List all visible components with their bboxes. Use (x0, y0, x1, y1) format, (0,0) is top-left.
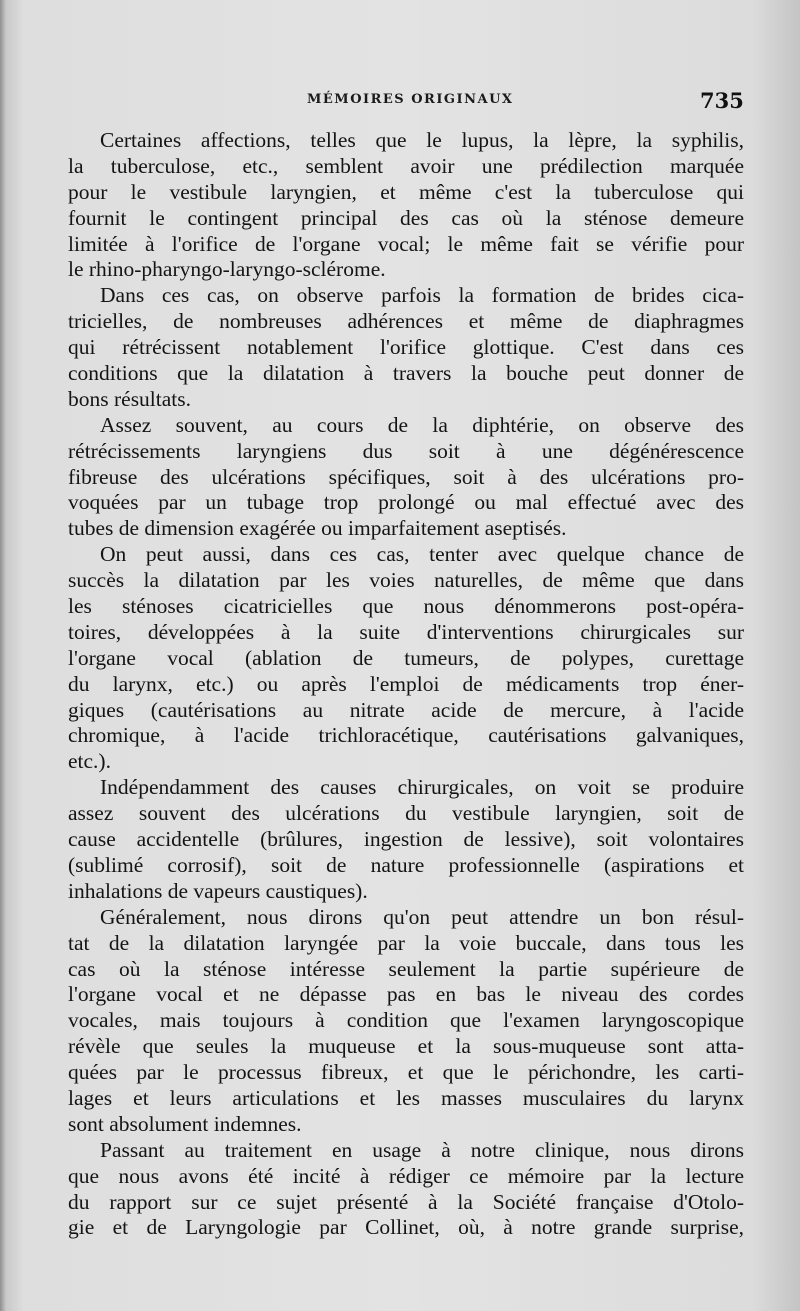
text-line: la tuberculose, etc., semblent avoir une prédilection marquée (68, 153, 744, 178)
text-line: cause accidentelle (brûlures, ingestion de lessive), soit volontaires (68, 827, 744, 852)
text-line: (sublimé corrosif), soit de nature professionnelle (aspirations et (68, 852, 744, 877)
text-line: du larynx, etc.) ou après l'emploi de médicaments trop éner- (68, 671, 744, 696)
text-line: Indépendamment des causes chirurgicales, on voit se produire (100, 775, 744, 800)
text-line: Passant au traitement en usage à notre clinique, nous dirons (100, 1137, 744, 1162)
text-line: lages et leurs articulations et les masses musculaires du larynx (68, 1085, 744, 1110)
text-line: voquées par un tubage trop prolongé ou mal effectué avec des (68, 490, 744, 515)
page-number: 735 (700, 88, 744, 113)
text-line: l'organe vocal (ablation de tumeurs, de polypes, curettage (68, 645, 744, 670)
text-line: rétrécissements laryngiens dus soit à une dégénérescence (68, 438, 744, 463)
text-line: qui rétrécissent notablement l'orifice glottique. C'est dans ces (68, 335, 744, 360)
text-line: chromique, à l'acide trichloracétique, cautérisations galvaniques, (68, 723, 744, 748)
text-line: tricielles, de nombreuses adhérences et même de diaphragmes (68, 309, 744, 334)
text-line: succès la dilatation par les voies naturelles, de même que dans (68, 568, 744, 593)
text-line: bons résultats. (68, 386, 192, 411)
text-line: inhalations de vapeurs caustiques). (68, 878, 368, 903)
text-line: tat de la dilatation laryngée par la voie buccale, dans tous les (68, 930, 744, 955)
text-line: l'organe vocal et ne dépasse pas en bas le niveau des cordes (68, 982, 744, 1007)
text-line: limitée à l'orifice de l'organe vocal; le même fait se vérifie pour (68, 231, 744, 256)
text-line: etc.). (68, 749, 111, 774)
text-line: vocales, mais toujours à condition que l'examen laryngoscopique (68, 1008, 744, 1033)
text-line: Dans ces cas, on observe parfois la formation de brides cica- (100, 283, 744, 308)
body-text (68, 128, 744, 1241)
text-line: les sténoses cicatricielles que nous dénommerons post-opéra- (68, 594, 744, 619)
text-line: fournit le contingent principal des cas où la sténose demeure (68, 205, 744, 230)
text-line: pour le vestibule laryngien, et même c'est la tuberculose qui (68, 179, 744, 204)
text-line: quées par le processus fibreux, et que le périchondre, les carti- (68, 1060, 744, 1085)
text-line: gie et de Laryngologie par Collinet, où, à notre grande surprise, (68, 1215, 744, 1240)
text-line: conditions que la dilatation à travers la bouche peut donner de (68, 361, 744, 386)
text-line: Certaines affections, telles que le lupus, la lèpre, la syphilis, (100, 128, 744, 152)
text-line: sont absolument indemnes. (68, 1111, 302, 1136)
text-line: le rhino-pharyngo-laryngo-sclérome. (68, 257, 386, 282)
text-line: Généralement, nous dirons qu'on peut attendre un bon résul- (100, 904, 744, 929)
text-line: giques (cautérisations au nitrate acide de mercure, à l'acide (68, 697, 744, 722)
text-line: Assez souvent, au cours de la diphtérie, on observe des (100, 412, 744, 437)
text-line: fibreuse des ulcérations spécifiques, soit à des ulcérations pro- (68, 464, 744, 489)
text-line: cas où la sténose intéresse seulement la partie supérieure de (68, 956, 744, 981)
text-line: toires, développées à la suite d'interventions chirurgicales sur (68, 619, 744, 644)
text-line: tubes de dimension exagérée ou imparfaitement aseptisés. (68, 516, 567, 541)
running-title: MÉMOIRES ORIGINAUX (307, 92, 514, 107)
text-line: On peut aussi, dans ces cas, tenter avec quelque chance de (100, 542, 744, 567)
text-line: révèle que seules la muqueuse et la sous-muqueuse sont atta- (68, 1034, 744, 1059)
text-line: du rapport sur ce sujet présenté à la Société française d'Otolo- (68, 1189, 744, 1214)
text-line: assez souvent des ulcérations du vestibule laryngien, soit de (68, 801, 744, 826)
text-line: que nous avons été incité à rédiger ce mémoire par la lecture (68, 1163, 744, 1188)
